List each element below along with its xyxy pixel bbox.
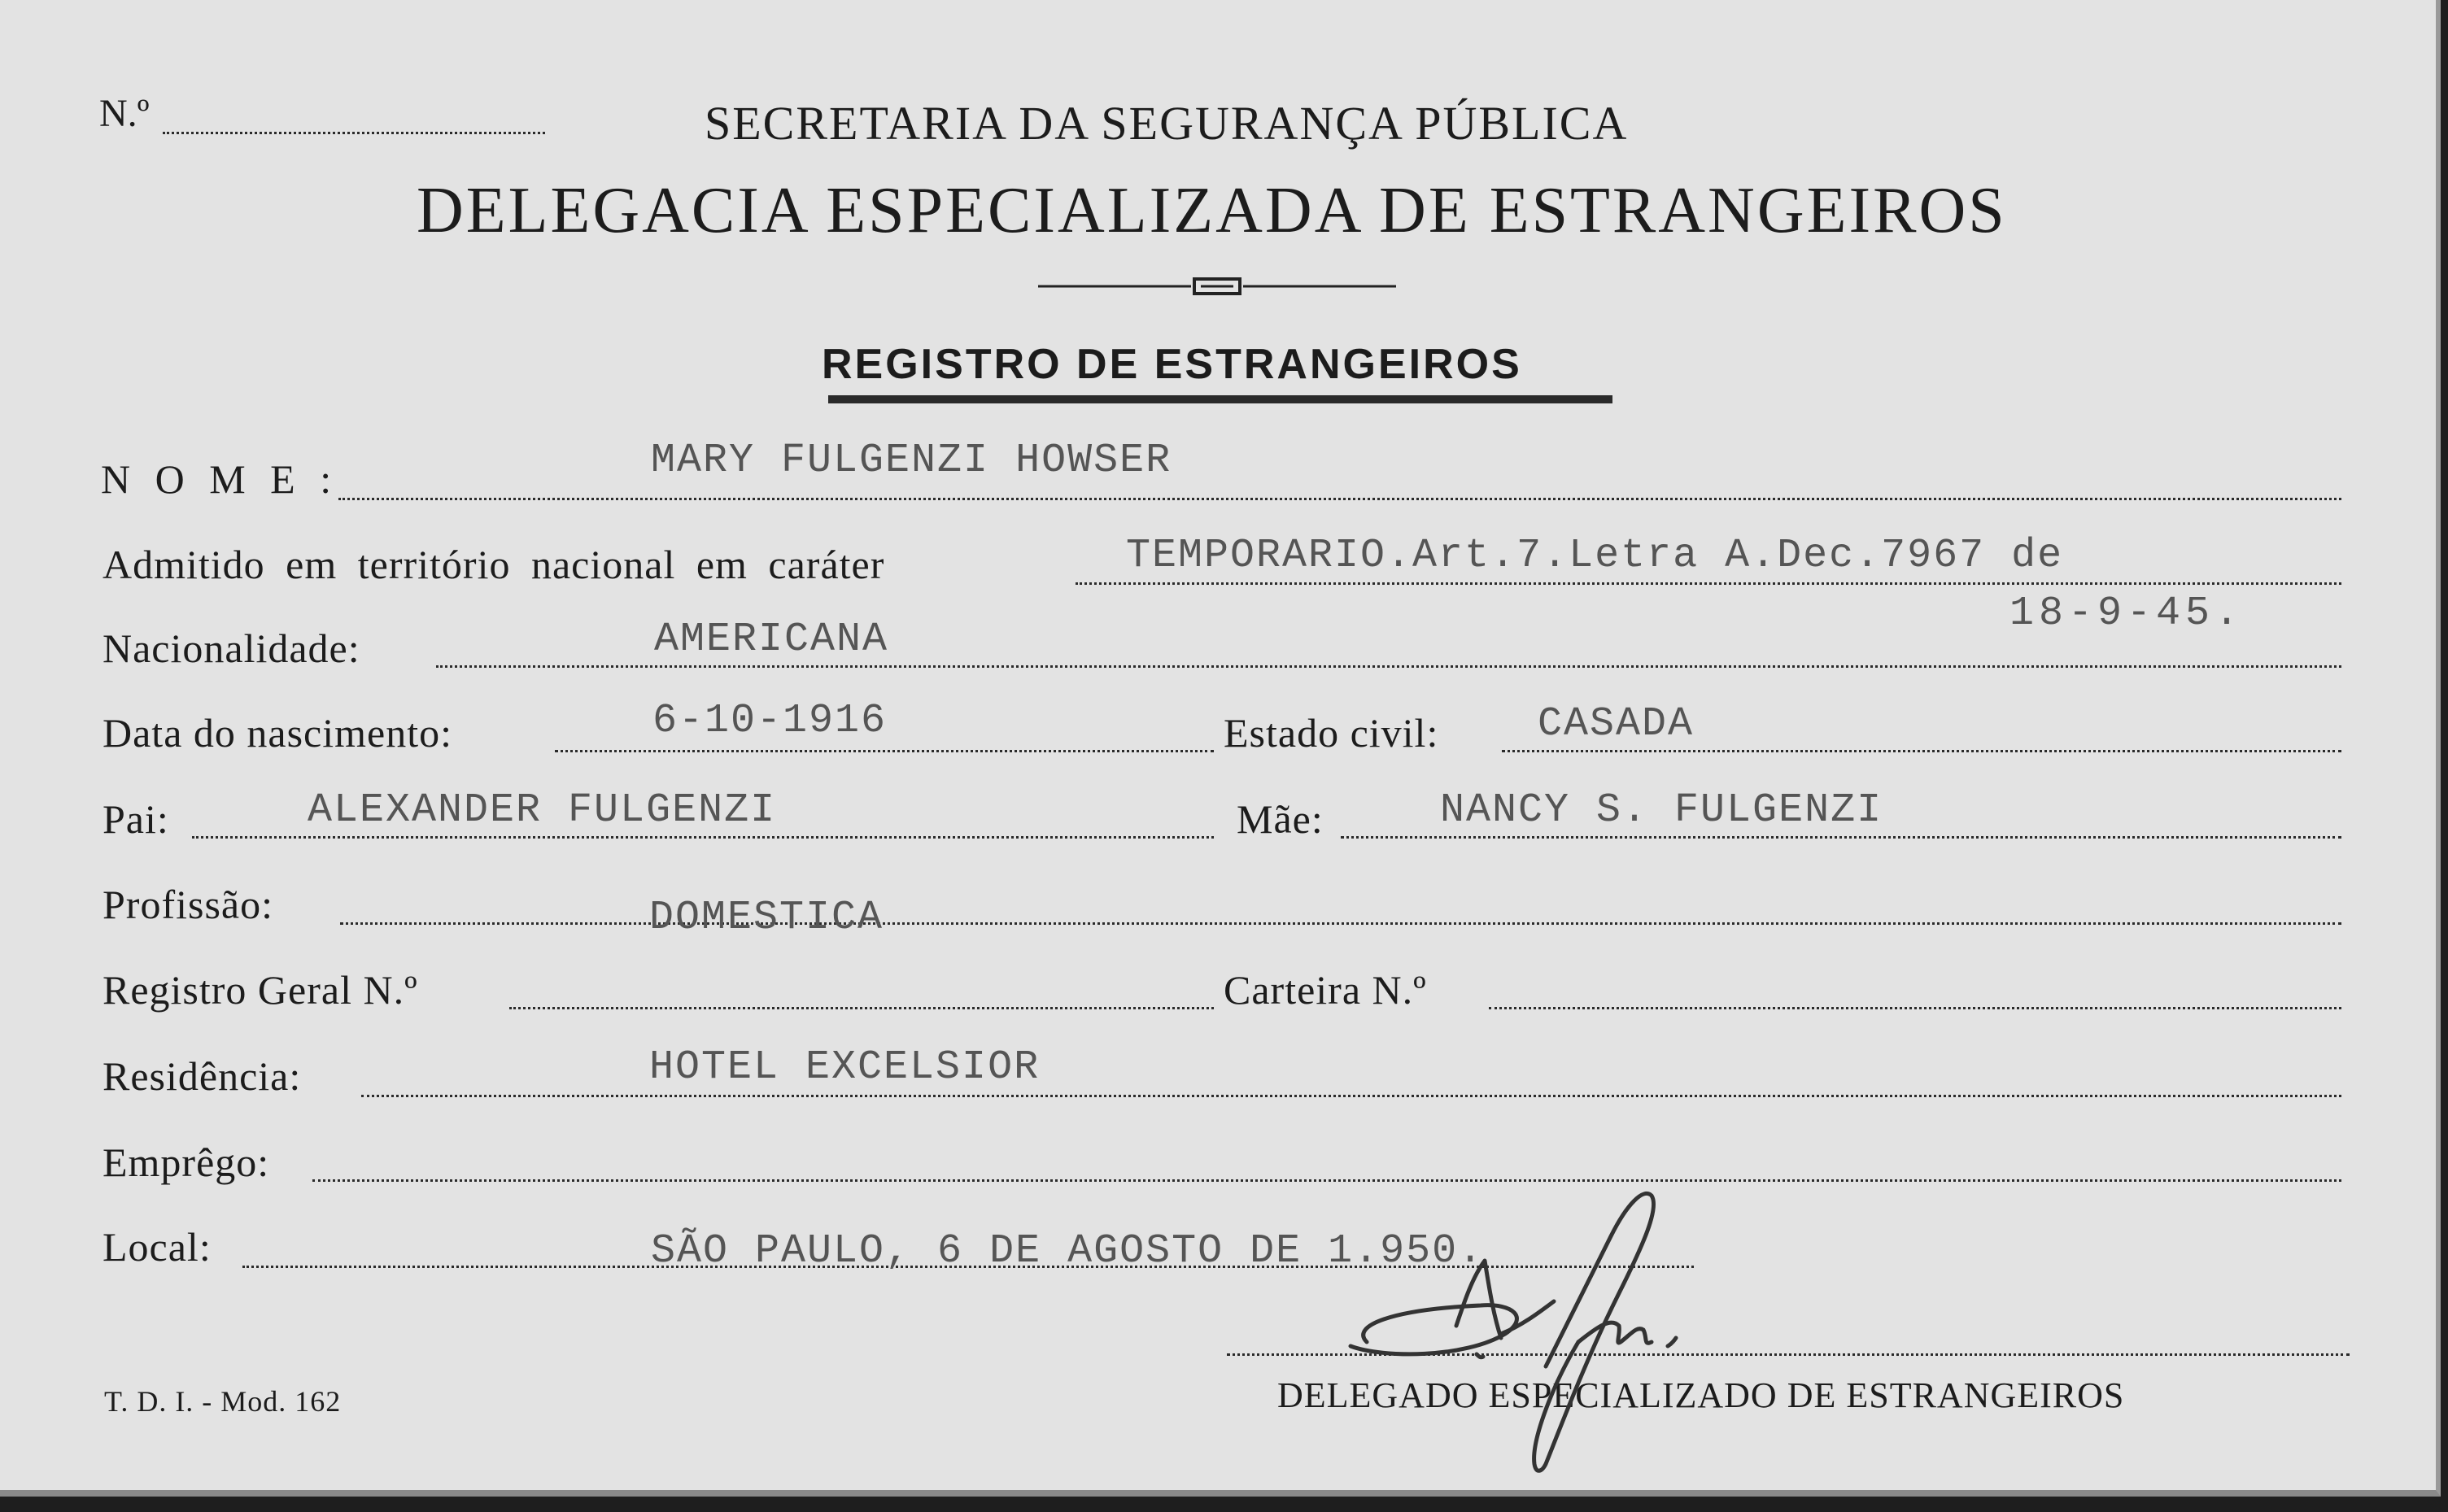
form-title: REGISTRO DE ESTRANGEIROS bbox=[822, 341, 1522, 388]
form-title-underline bbox=[828, 395, 1612, 403]
mae-value: NANCY S. FULGENZI bbox=[1440, 787, 1883, 834]
local-value: SÃO PAULO, 6 DE AGOSTO DE 1.950. bbox=[651, 1228, 1485, 1275]
header-secretaria: SECRETARIA DA SEGURANÇA PÚBLICA bbox=[705, 97, 1629, 150]
nascimento-value: 6-10-1916 bbox=[652, 698, 888, 744]
residencia-value: HOTEL EXCELSIOR bbox=[649, 1044, 1041, 1091]
form-code: T. D. I. - Mod. 162 bbox=[104, 1385, 342, 1418]
profissao-value: DOMESTICA bbox=[649, 895, 884, 941]
carteira-label: Carteira N.º bbox=[1224, 967, 1427, 1013]
numero-label: N.º bbox=[99, 92, 150, 135]
nacionalidade-label: Nacionalidade: bbox=[103, 625, 360, 671]
header-delegacia: DELEGACIA ESPECIALIZADA DE ESTRANGEIROS bbox=[417, 175, 2007, 246]
registro-geral-line bbox=[509, 1007, 1214, 1009]
mae-label: Mãe: bbox=[1237, 796, 1324, 842]
admitido-value-continued: 18-9-45. bbox=[2009, 590, 2245, 637]
admitido-label: Admitido em território nacional em caráter bbox=[103, 542, 885, 587]
estado-civil-line bbox=[1502, 750, 2341, 752]
pai-line bbox=[192, 836, 1214, 839]
nascimento-label: Data do nascimento: bbox=[103, 710, 452, 756]
residencia-label: Residência: bbox=[103, 1053, 302, 1099]
admitido-value: TEMPORARIO.Art.7.Letra A.Dec.7967 de bbox=[1126, 533, 2064, 579]
signatory-title: DELEGADO ESPECIALIZADO DE ESTRANGEIROS bbox=[1277, 1375, 2125, 1415]
nome-value: MARY FULGENZI HOWSER bbox=[651, 438, 1172, 484]
estado-civil-value: CASADA bbox=[1538, 701, 1695, 747]
admitido-line bbox=[1076, 582, 2341, 585]
emprego-label: Emprêgo: bbox=[103, 1139, 270, 1185]
carteira-line bbox=[1489, 1007, 2341, 1009]
ornament-divider-icon bbox=[1038, 275, 1396, 298]
nome-label: N O M E : bbox=[101, 456, 339, 502]
local-label: Local: bbox=[103, 1224, 212, 1270]
mae-line bbox=[1341, 836, 2341, 839]
residencia-line bbox=[361, 1095, 2341, 1097]
numero-line bbox=[163, 132, 545, 134]
profissao-line bbox=[340, 922, 2341, 925]
pai-value: ALEXANDER FULGENZI bbox=[308, 787, 777, 834]
nacionalidade-value: AMERICANA bbox=[654, 617, 889, 663]
header-ornament bbox=[1038, 275, 1396, 298]
profissao-label: Profissão: bbox=[103, 882, 273, 927]
pai-label: Pai: bbox=[103, 796, 169, 842]
estado-civil-label: Estado civil: bbox=[1224, 710, 1439, 756]
nacionalidade-line bbox=[436, 665, 2341, 668]
handwritten-signature bbox=[1318, 1171, 1871, 1480]
nome-line bbox=[338, 498, 2341, 500]
registro-geral-label: Registro Geral N.º bbox=[103, 967, 418, 1013]
nascimento-line bbox=[555, 750, 1214, 752]
